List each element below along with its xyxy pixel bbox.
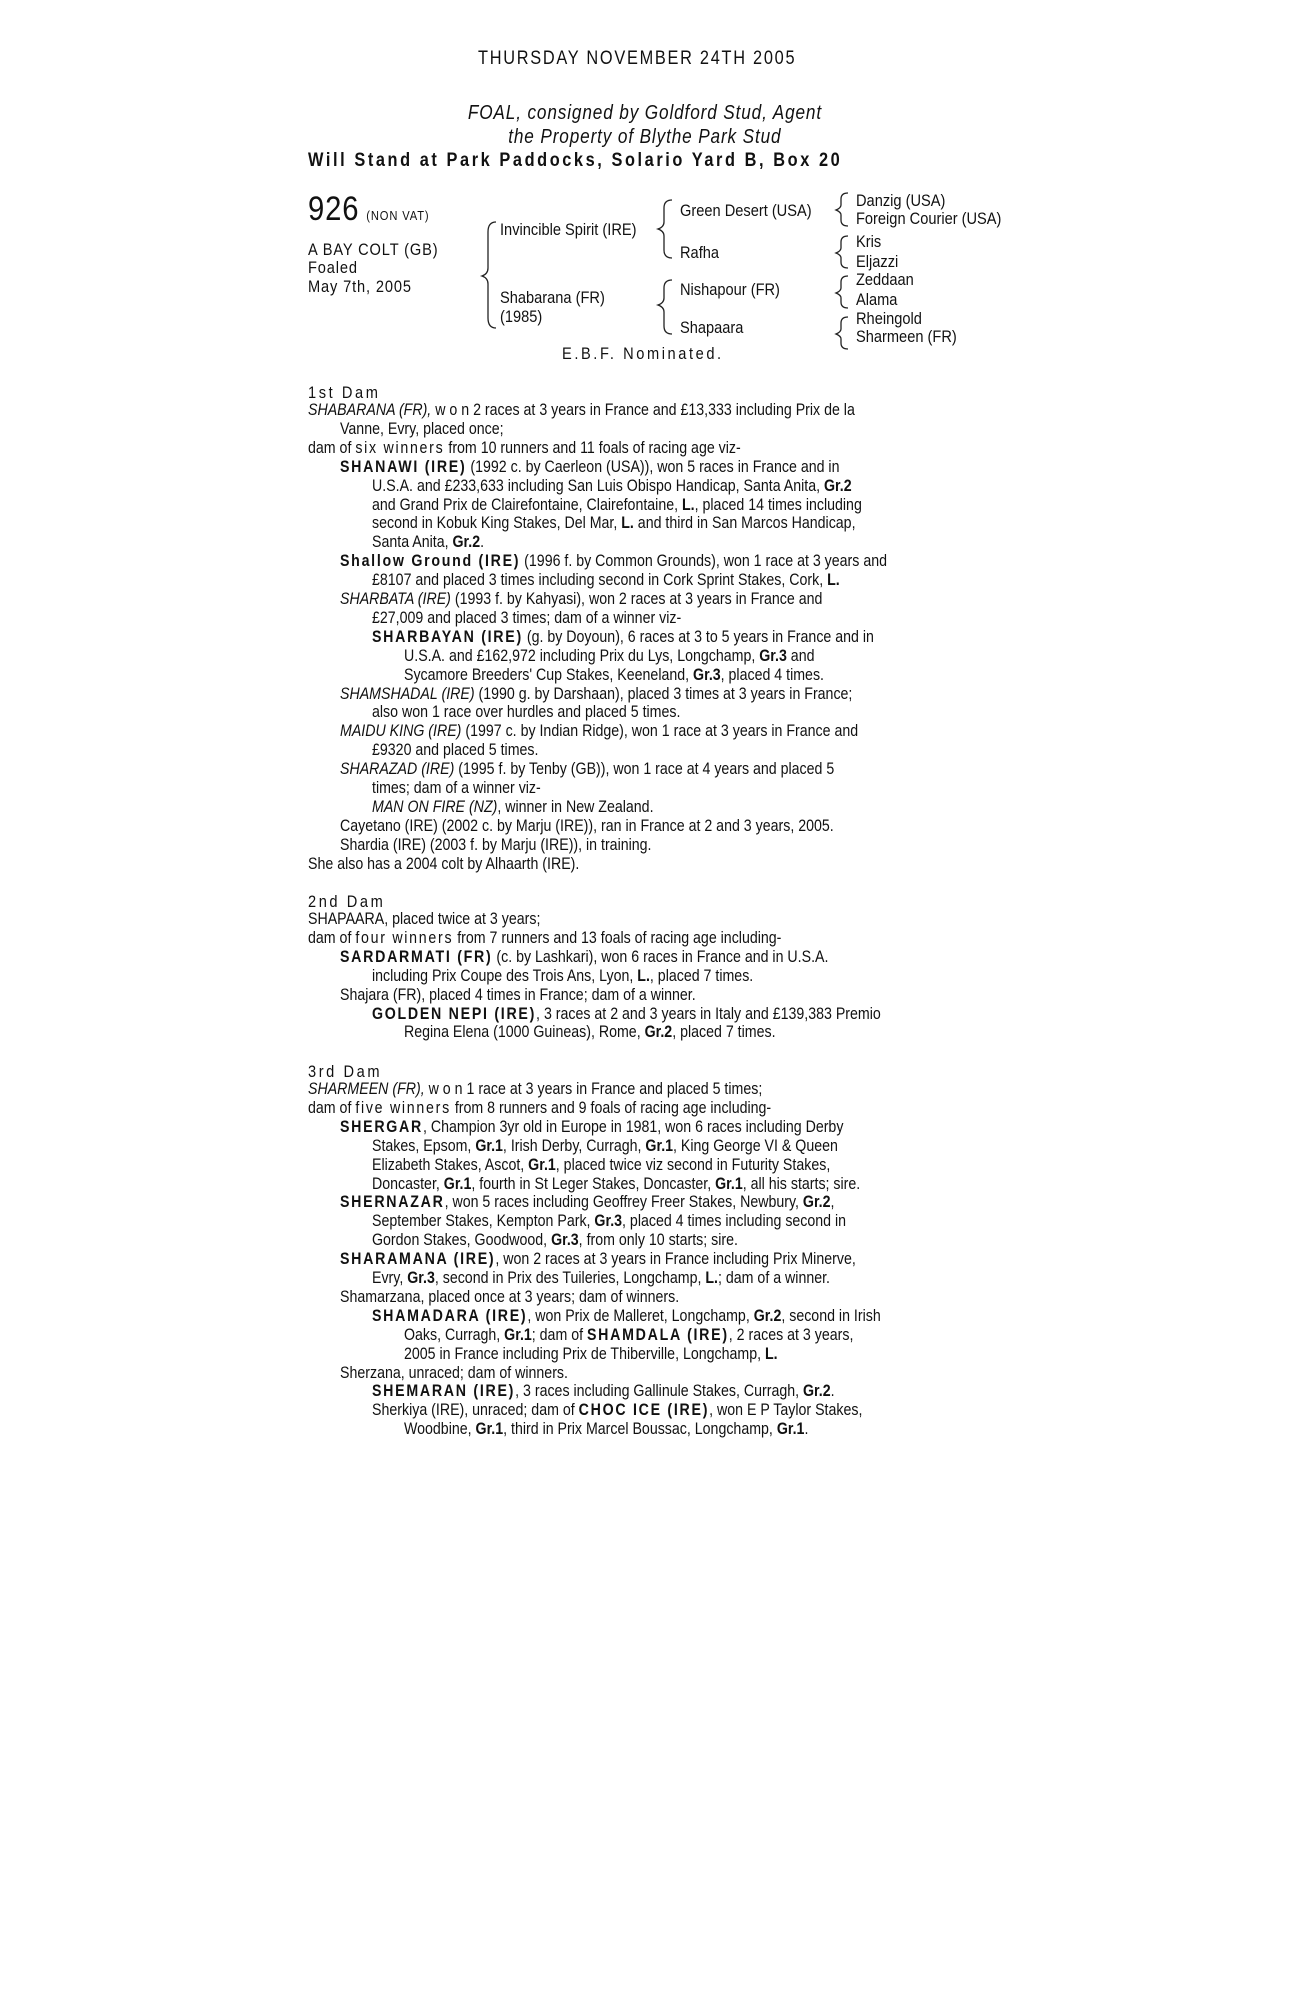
pedigree-text-line bbox=[372, 1212, 846, 1231]
pedigree-text-line bbox=[340, 458, 839, 477]
text-segment: , 3 races including Gallinule Stakes, Curragh, bbox=[515, 1382, 804, 1401]
text-segment: , 3 races at 2 and 3 years in Italy and £139,383 Premio bbox=[536, 1004, 881, 1023]
text-segment: ; dam of a winner. bbox=[718, 1269, 831, 1287]
pedigree-text-line bbox=[372, 477, 852, 496]
text-segment: , winner in New Zealand. bbox=[497, 797, 654, 816]
pedigree-text-line bbox=[372, 609, 681, 628]
dam-dam-sire: Rheingold bbox=[856, 309, 922, 328]
sale-date: THURSDAY NOVEMBER 24TH 2005 bbox=[478, 48, 797, 69]
pedigree-text-line bbox=[372, 1175, 860, 1194]
text-segment: , placed twice viz second in Futurity Stakes, bbox=[555, 1155, 831, 1174]
text-segment: Woodbine, bbox=[404, 1420, 476, 1439]
text-segment: Shamarzana, placed once at 3 years; dam of winners. bbox=[340, 1287, 680, 1306]
text-segment: CHOC ICE (IRE) bbox=[578, 1401, 710, 1420]
text-segment: , fourth in St Leger Stakes, Doncaster, bbox=[471, 1174, 716, 1193]
text-segment: Evry, bbox=[372, 1269, 408, 1287]
pedigree-text-line bbox=[340, 590, 822, 609]
pedigree-text-line bbox=[340, 817, 834, 836]
text-segment: , Irish Derby, Curragh, bbox=[502, 1136, 646, 1155]
property-text: the Property of Blythe Park Stud bbox=[508, 126, 782, 148]
text-segment: Gr.1 bbox=[715, 1174, 743, 1193]
text-segment: . bbox=[830, 1382, 835, 1401]
text-segment: (1992 c. by Caerleon (USA)), won 5 races in France and in bbox=[466, 457, 840, 476]
pedigree-text-line bbox=[404, 1345, 778, 1364]
text-segment: SHERGAR bbox=[340, 1117, 424, 1136]
text-segment: SHAPAARA, placed twice at 3 years; bbox=[308, 910, 541, 928]
text-segment: dam of bbox=[308, 928, 356, 947]
pedigree-text-line bbox=[340, 420, 504, 439]
stand-location: Will Stand at Park Paddocks, Solario Yard B, Box 20 bbox=[308, 150, 843, 171]
text-segment: (1990 g. by Darshaan), placed 3 times at 3 years in France; bbox=[474, 684, 853, 703]
text-segment: second in Kobuk King Stakes, Del Mar, bbox=[372, 514, 622, 533]
text-segment: , placed 14 times including bbox=[694, 495, 862, 514]
text-segment: Gr.1 bbox=[443, 1174, 472, 1193]
text-segment: times; dam of a winner viz- bbox=[372, 779, 541, 797]
text-segment: w o n 2 races at 3 years in France and £13,333 including Prix de la bbox=[431, 401, 855, 419]
pedigree-text-line bbox=[372, 798, 654, 817]
text-segment: , second in Irish bbox=[781, 1306, 881, 1325]
sire-dam: Rafha bbox=[680, 243, 720, 262]
text-segment: four winners bbox=[355, 928, 454, 947]
second-dam-title: 2nd Dam bbox=[308, 892, 386, 911]
text-segment: and Grand Prix de Clairefontaine, Clairefontaine, bbox=[372, 495, 683, 514]
foaled-date: May 7th, 2005 bbox=[308, 277, 412, 296]
text-segment: and third in San Marcos Handicap, bbox=[633, 514, 856, 533]
text-segment: Gr.3 bbox=[407, 1269, 435, 1287]
text-segment: , placed 7 times. bbox=[672, 1023, 776, 1042]
ebf-nominated: E.B.F. Nominated. bbox=[562, 344, 724, 363]
text-segment: L. bbox=[682, 495, 695, 514]
text-segment: (1997 c. by Indian Ridge), won 1 race at 3 years in France and bbox=[461, 722, 859, 741]
text-segment: September Stakes, Kempton Park, bbox=[372, 1212, 595, 1231]
text-segment: , placed 4 times including second in bbox=[622, 1212, 847, 1231]
text-segment: , from only 10 starts; sire. bbox=[578, 1231, 738, 1250]
pedigree-text-line bbox=[372, 967, 753, 986]
text-segment: Shardia (IRE) (2003 f. by Marju (IRE)), in training. bbox=[340, 835, 652, 854]
pedigree-text-line bbox=[340, 722, 858, 741]
text-segment: including Prix Coupe des Trois Ans, Lyon, bbox=[372, 966, 638, 985]
pedigree-text-line bbox=[308, 929, 781, 948]
text-segment: U.S.A. and £233,633 including San Luis Obispo Handicap, Santa Anita, bbox=[372, 476, 825, 495]
text-segment: Vanne, Evry, placed once; bbox=[340, 419, 504, 438]
pedigree-text-line bbox=[372, 533, 484, 552]
sire-dam-dam: Eljazzi bbox=[856, 252, 899, 271]
sire-sire-sire: Danzig (USA) bbox=[856, 191, 946, 210]
pedigree-text-line bbox=[372, 1382, 835, 1401]
dam-dam: Shapaara bbox=[680, 318, 744, 337]
text-segment: Oaks, Curragh, bbox=[404, 1325, 505, 1344]
text-segment: Doncaster, bbox=[372, 1174, 444, 1193]
text-segment: Gr.1 bbox=[645, 1136, 674, 1155]
text-segment: , won 5 races including Geoffrey Freer Stakes, Newbury, bbox=[444, 1193, 803, 1212]
text-segment: also won 1 race over hurdles and placed 5 times. bbox=[372, 703, 681, 722]
text-segment: (g. by Doyoun), 6 races at 3 to 5 years in France and in bbox=[522, 627, 874, 646]
lot-number: 926 bbox=[308, 190, 360, 228]
pedigree-text-line bbox=[404, 1326, 853, 1345]
text-segment: (c. by Lashkari), won 6 races in France and in U.S.A. bbox=[492, 947, 829, 966]
text-segment: £27,009 and placed 3 times; dam of a winner viz- bbox=[372, 608, 682, 627]
text-segment: Cayetano (IRE) (2002 c. by Marju (IRE)), ran in France at 2 and 3 years, 2005. bbox=[340, 816, 834, 835]
pedigree-text-line bbox=[372, 703, 680, 722]
text-segment: , all his starts; sire. bbox=[742, 1174, 861, 1193]
text-segment: Gr.1 bbox=[475, 1136, 503, 1155]
text-segment: Gr.2 bbox=[452, 533, 481, 552]
text-segment: , King George VI & Queen bbox=[673, 1136, 838, 1155]
text-segment: Sherkiya (IRE), unraced; dam of bbox=[372, 1401, 579, 1420]
text-segment: Gr.3 bbox=[693, 665, 721, 684]
pedigree-braces bbox=[0, 0, 1290, 360]
pedigree-text-line bbox=[340, 1118, 843, 1137]
text-segment: SHANAWI (IRE) bbox=[340, 457, 467, 476]
text-segment: SHAMADARA (IRE) bbox=[372, 1306, 528, 1325]
text-segment: Gr.2 bbox=[644, 1023, 673, 1042]
pedigree-text-line bbox=[372, 779, 541, 798]
text-segment: , second in Prix des Tuileries, Longchamp, bbox=[434, 1269, 706, 1287]
text-segment: Gr.3 bbox=[759, 646, 787, 665]
dam-sire: Nishapour (FR) bbox=[680, 280, 780, 299]
text-segment: (1996 f. by Common Grounds), won 1 race at 3 years and bbox=[520, 552, 888, 571]
text-segment: , third in Prix Marcel Boussac, Longchamp, bbox=[503, 1420, 777, 1439]
pedigree-text-line bbox=[340, 760, 834, 779]
text-segment: Gr.2 bbox=[753, 1306, 782, 1325]
text-segment: Gr.2 bbox=[802, 1193, 831, 1212]
text-segment: SARDARMATI (FR) bbox=[340, 947, 493, 966]
text-segment: ; dam of bbox=[531, 1325, 587, 1344]
text-segment: Gr.1 bbox=[776, 1420, 805, 1439]
text-segment: L. bbox=[765, 1344, 778, 1363]
dam-year: (1985) bbox=[500, 307, 543, 326]
pedigree-text-line bbox=[404, 647, 814, 666]
pedigree-text-line bbox=[340, 1364, 568, 1383]
third-dam-title: 3rd Dam bbox=[308, 1062, 383, 1081]
dam-sire-dam: Alama bbox=[856, 290, 898, 309]
text-segment: SHARAMANA (IRE) bbox=[340, 1250, 496, 1269]
sire-dam-sire: Kris bbox=[856, 232, 882, 251]
text-segment: SHARMEEN (FR), bbox=[308, 1080, 425, 1098]
text-segment: Gr.2 bbox=[824, 476, 852, 495]
pedigree-text-line bbox=[340, 986, 696, 1005]
text-segment: from 8 runners and 9 foals of racing age including- bbox=[450, 1098, 772, 1117]
text-segment: L. bbox=[621, 514, 634, 533]
dam: Shabarana (FR) bbox=[500, 288, 605, 307]
text-segment: SHARAZAD (IRE) bbox=[340, 760, 455, 779]
pedigree-text-line bbox=[372, 1137, 838, 1156]
text-segment: SHEMARAN (IRE) bbox=[372, 1382, 516, 1401]
text-segment: 2005 in France including Prix de Thiberville, Longchamp, bbox=[404, 1344, 766, 1363]
text-segment: from 10 runners and 11 foals of racing age viz- bbox=[444, 438, 741, 457]
pedigree-text-line bbox=[372, 1269, 830, 1288]
text-segment: SHAMDALA (IRE) bbox=[586, 1325, 729, 1344]
pedigree-text-line bbox=[372, 741, 538, 760]
text-segment: five winners bbox=[355, 1098, 451, 1117]
sire: Invincible Spirit (IRE) bbox=[500, 220, 637, 239]
pedigree-text-line bbox=[372, 571, 840, 590]
text-segment: (1993 f. by Kahyasi), won 2 races at 3 years in France and bbox=[450, 590, 823, 608]
text-segment: SHAMSHADAL (IRE) bbox=[340, 684, 475, 703]
text-segment: SHARBAYAN (IRE) bbox=[372, 627, 523, 646]
pedigree-text-line bbox=[340, 552, 887, 571]
text-segment: Gr.1 bbox=[504, 1325, 532, 1344]
pedigree-text-line bbox=[372, 628, 874, 647]
text-segment: U.S.A. and £162,972 including Prix du Lys, Longchamp, bbox=[404, 646, 760, 665]
first-dam-title: 1st Dam bbox=[308, 383, 381, 402]
vat-status: (NON VAT) bbox=[366, 208, 430, 223]
text-segment: Gr.1 bbox=[528, 1155, 556, 1174]
pedigree-text-line bbox=[372, 1231, 738, 1250]
text-segment: L. bbox=[705, 1269, 719, 1287]
text-segment: Shallow Ground (IRE) bbox=[340, 552, 521, 571]
foaled-label: Foaled bbox=[308, 258, 358, 277]
text-segment: £9320 and placed 5 times. bbox=[372, 741, 539, 760]
pedigree-text-line bbox=[372, 1005, 881, 1024]
pedigree-text-line bbox=[372, 1307, 881, 1326]
text-segment: Gordon Stakes, Goodwood, bbox=[372, 1231, 552, 1250]
text-segment: , won E P Taylor Stakes, bbox=[709, 1401, 863, 1420]
pedigree-text-line bbox=[340, 685, 852, 704]
text-segment: . bbox=[480, 533, 485, 552]
text-segment: Shajara (FR), placed 4 times in France; dam of a winner. bbox=[340, 985, 696, 1004]
text-segment: MAN ON FIRE (NZ) bbox=[372, 797, 498, 816]
text-segment: dam of bbox=[308, 438, 356, 457]
pedigree-text-line bbox=[308, 1080, 762, 1099]
text-segment: , won Prix de Malleret, Longchamp, bbox=[527, 1306, 754, 1325]
text-segment: SHERNAZAR bbox=[340, 1193, 445, 1212]
pedigree-text-line bbox=[340, 1288, 679, 1307]
text-segment: Elizabeth Stakes, Ascot, bbox=[372, 1155, 529, 1174]
text-segment: SHARBATA (IRE) bbox=[340, 590, 451, 608]
text-segment: Sherzana, unraced; dam of winners. bbox=[340, 1363, 568, 1382]
text-segment: and bbox=[786, 646, 815, 665]
text-segment: L. bbox=[827, 571, 840, 590]
pedigree-text-line bbox=[308, 855, 579, 874]
text-segment: Gr.3 bbox=[594, 1212, 623, 1231]
pedigree-text-line bbox=[308, 439, 741, 458]
pedigree-text-line bbox=[404, 1023, 776, 1042]
text-segment: . bbox=[804, 1420, 809, 1439]
pedigree-text-line bbox=[340, 1193, 834, 1212]
pedigree-text-line bbox=[404, 1420, 808, 1439]
text-segment: Regina Elena (1000 Guineas), Rome, bbox=[404, 1023, 645, 1042]
sire-sire-dam: Foreign Courier (USA) bbox=[856, 209, 1002, 228]
text-segment: w o n 1 race at 3 years in France and placed 5 times; bbox=[424, 1080, 763, 1098]
text-segment: , won 2 races at 3 years in France including Prix Minerve, bbox=[495, 1250, 856, 1269]
text-segment: SHABARANA (FR), bbox=[308, 401, 432, 419]
pedigree-text-line bbox=[372, 1156, 830, 1175]
text-segment: GOLDEN NEPI (IRE) bbox=[372, 1004, 537, 1023]
text-segment: (1995 f. by Tenby (GB)), won 1 race at 4 years and placed 5 bbox=[454, 760, 835, 779]
pedigree-text-line bbox=[404, 666, 824, 685]
pedigree-text-line bbox=[340, 1250, 856, 1269]
text-segment: L. bbox=[637, 966, 650, 985]
pedigree-text-line bbox=[308, 910, 540, 929]
text-segment: six winners bbox=[355, 438, 445, 457]
sire-sire: Green Desert (USA) bbox=[680, 201, 812, 220]
lot-description: A BAY COLT (GB) bbox=[308, 240, 439, 259]
consignor-text: FOAL, consigned by Goldford Stud, Agent bbox=[467, 102, 823, 124]
text-segment: Gr.2 bbox=[803, 1382, 831, 1401]
text-segment: from 7 runners and 13 foals of racing age including- bbox=[453, 928, 782, 947]
pedigree-text-line bbox=[372, 514, 856, 533]
text-segment: Sycamore Breeders' Cup Stakes, Keeneland, bbox=[404, 665, 694, 684]
text-segment: Stakes, Epsom, bbox=[372, 1136, 476, 1155]
text-segment: , 2 races at 3 years, bbox=[728, 1325, 854, 1344]
dam-sire-sire: Zeddaan bbox=[856, 270, 914, 289]
text-segment: , placed 4 times. bbox=[720, 665, 824, 684]
pedigree-text-line bbox=[340, 948, 828, 967]
pedigree-text-line bbox=[308, 401, 855, 420]
pedigree-text-line bbox=[340, 836, 652, 855]
text-segment: , bbox=[830, 1193, 835, 1212]
text-segment: Gr.1 bbox=[475, 1420, 504, 1439]
pedigree-text-line bbox=[308, 1099, 771, 1118]
pedigree-text-line bbox=[372, 1401, 862, 1420]
text-segment: Gr.3 bbox=[551, 1231, 579, 1250]
text-segment: She also has a 2004 colt by Alhaarth (IRE). bbox=[308, 854, 580, 873]
dam-dam-dam: Sharmeen (FR) bbox=[856, 327, 957, 346]
text-segment: , Champion 3yr old in Europe in 1981, won 6 races including Derby bbox=[423, 1117, 844, 1136]
text-segment: dam of bbox=[308, 1098, 356, 1117]
text-segment: Santa Anita, bbox=[372, 533, 453, 552]
text-segment: £8107 and placed 3 times including second in Cork Sprint Stakes, Cork, bbox=[372, 571, 828, 590]
text-segment: , placed 7 times. bbox=[649, 966, 754, 985]
pedigree-text-line bbox=[372, 496, 862, 515]
text-segment: MAIDU KING (IRE) bbox=[340, 722, 462, 741]
